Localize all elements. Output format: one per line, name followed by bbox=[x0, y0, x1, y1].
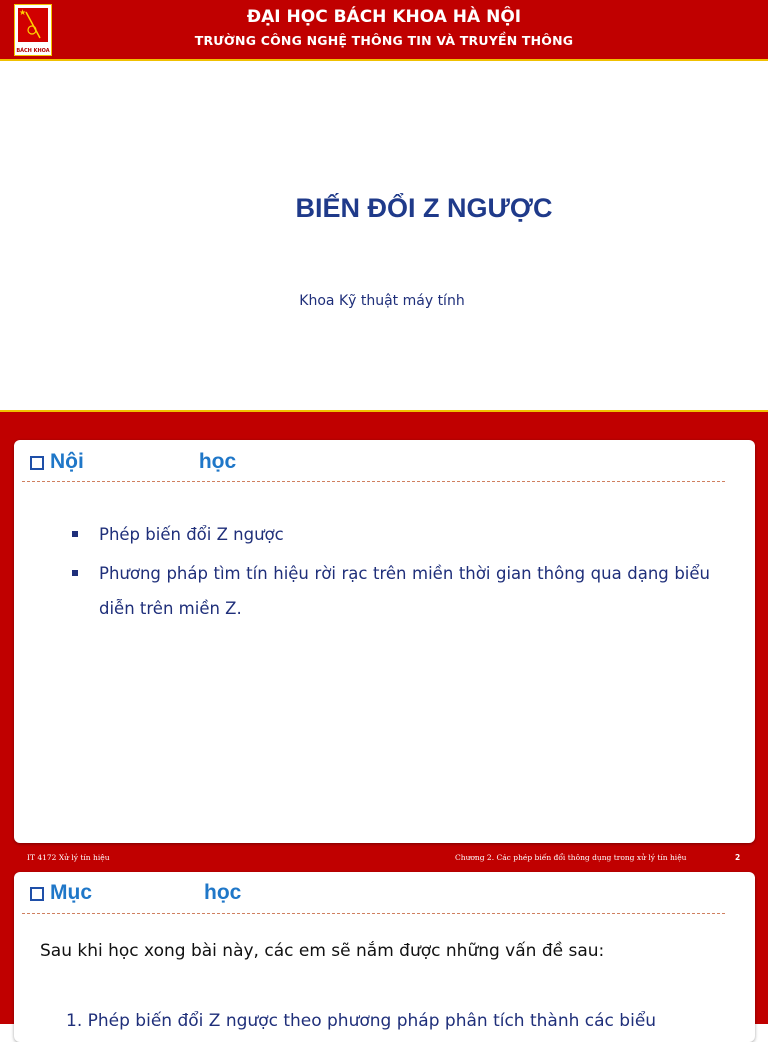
checkbox-bullet-icon bbox=[30, 887, 44, 901]
course-code: IT 4172 Xử lý tín hiệu bbox=[27, 853, 110, 862]
slide2-heading-part2: học bbox=[198, 450, 237, 473]
slide3-heading-part1: Mục bbox=[50, 881, 92, 904]
slide3-heading bbox=[30, 881, 241, 905]
cover-subtitle: Khoa Kỹ thuật máy tính bbox=[299, 293, 465, 309]
checkbox-bullet-icon bbox=[30, 456, 44, 470]
square-bullet-icon bbox=[72, 570, 78, 576]
slide2-card bbox=[14, 440, 755, 843]
university-name: ĐẠI HỌC BÁCH KHOA HÀ NỘI bbox=[246, 7, 522, 27]
slide2-heading bbox=[30, 450, 236, 474]
intro-text: Sau khi học xong bài này, các em sẽ nắm được những vấn đề sau: bbox=[40, 941, 605, 961]
heading-divider bbox=[22, 913, 725, 914]
chapter-title: Chương 2. Các phép biến đổi thông dụng trong xử lý tín hiệu bbox=[455, 853, 687, 862]
hust-logo-icon: ★ BÁCH KHOA bbox=[14, 4, 52, 56]
slide2-heading-part1: Nội bbox=[50, 450, 84, 473]
cover-title: BIẾN ĐỔI Z NGƯỢC bbox=[295, 193, 553, 223]
list-item: Phép biến đổi Z ngược bbox=[72, 517, 710, 552]
slide-footer bbox=[0, 850, 768, 866]
logo-text: BÁCH KHOA bbox=[16, 48, 50, 54]
numbered-item: 1. Phép biến đổi Z ngược theo phương pháp phân tích thành các biểu bbox=[66, 1011, 657, 1031]
square-bullet-icon bbox=[72, 531, 78, 537]
school-name: TRƯỜNG CÔNG NGHỆ THÔNG TIN VÀ TRUYỀN THÔNG bbox=[194, 33, 574, 48]
list-item: Phương pháp tìm tín hiệu rời rạc trên miền thời gian thông qua dạng biểu diễn trên miền Z. bbox=[72, 556, 710, 626]
page-number: 2 bbox=[735, 853, 741, 862]
content-list bbox=[72, 517, 710, 630]
university-header bbox=[0, 0, 768, 61]
slide3-heading-part2: học bbox=[204, 881, 242, 904]
heading-divider bbox=[22, 481, 725, 482]
